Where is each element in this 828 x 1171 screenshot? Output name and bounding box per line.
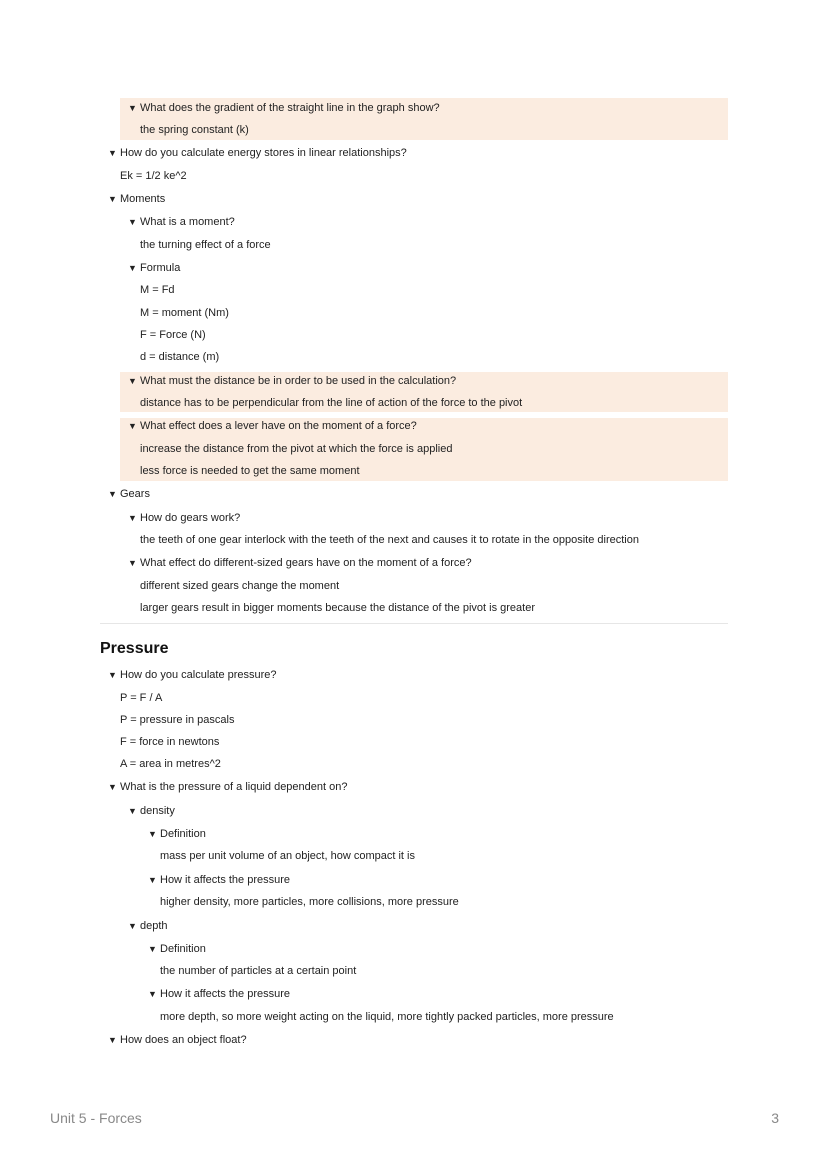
toggle-label: What is a moment? [140, 216, 235, 228]
answer-text: different sized gears change the moment [140, 580, 340, 592]
toggle-density[interactable] [128, 801, 175, 821]
toggle-label: Gears [120, 488, 150, 500]
toggle-moment-question[interactable] [128, 212, 235, 232]
toggle-formula[interactable] [128, 258, 180, 278]
toggle-label: How it affects the pressure [160, 874, 291, 886]
answer-text: more depth, so more weight acting on the liquid, more tightly packed particles, more pressure [160, 1011, 614, 1023]
toggle-gearsize-question[interactable] [128, 553, 472, 573]
toggle-density-definition[interactable] [148, 824, 206, 844]
answer-text: d = distance (m) [140, 351, 220, 363]
answer-text: F = force in newtons [120, 736, 220, 748]
toggle-label: How do you calculate pressure? [120, 669, 277, 681]
answer-text: larger gears result in bigger moments because the distance of the pivot is greater [140, 602, 535, 614]
toggle-triangle-icon: ▼ [128, 921, 137, 931]
toggle-label: How does an object float? [120, 1034, 247, 1046]
toggle-triangle-icon: ▼ [128, 263, 137, 273]
answer-text: P = F / A [120, 692, 163, 704]
toggle-label: What effect does a lever have on the moment of a force? [140, 420, 417, 432]
toggle-triangle-icon: ▼ [128, 558, 137, 568]
toggle-triangle-icon: ▼ [148, 875, 157, 885]
answer-text: the teeth of one gear interlock with the teeth of the next and causes it to rotate in the opposite direction [140, 534, 639, 546]
section-divider [100, 623, 728, 624]
toggle-triangle-icon: ▼ [108, 148, 117, 158]
toggle-triangle-icon: ▼ [128, 513, 137, 523]
answer-text: A = area in metres^2 [120, 758, 221, 770]
toggle-depth-definition[interactable] [148, 939, 206, 959]
page-number: 3 [771, 1110, 779, 1126]
toggle-triangle-icon: ▼ [108, 782, 117, 792]
toggle-label: How do you calculate energy stores in linear relationships? [120, 147, 407, 159]
answer-text: M = moment (Nm) [140, 307, 229, 319]
toggle-label: Definition [160, 828, 206, 840]
toggle-triangle-icon: ▼ [108, 194, 117, 204]
answer-text: F = Force (N) [140, 329, 206, 341]
toggle-triangle-icon: ▼ [108, 1035, 117, 1045]
toggle-distance-question[interactable] [128, 371, 456, 391]
toggle-label: What must the distance be in order to be used in the calculation? [140, 375, 457, 387]
toggle-gears[interactable] [108, 484, 150, 504]
toggle-pressure-question[interactable] [108, 665, 277, 685]
toggle-triangle-icon: ▼ [148, 829, 157, 839]
toggle-energy-question[interactable] [108, 143, 407, 163]
answer-text: the spring constant (k) [140, 124, 249, 136]
section-heading-pressure: Pressure [100, 640, 169, 657]
toggle-label: What does the gradient of the straight line in the graph show? [140, 102, 440, 114]
toggle-triangle-icon: ▼ [128, 103, 137, 113]
answer-text: the turning effect of a force [140, 239, 271, 251]
toggle-moments[interactable] [108, 189, 165, 209]
answer-text: distance has to be perpendicular from the line of action of the force to the pivot [140, 397, 523, 409]
toggle-float-question[interactable] [108, 1030, 247, 1050]
toggle-triangle-icon: ▼ [108, 489, 117, 499]
toggle-lever-question[interactable] [128, 416, 417, 436]
answer-text: M = Fd [140, 284, 175, 296]
toggle-label: How it affects the pressure [160, 988, 291, 1000]
toggle-triangle-icon: ▼ [128, 421, 137, 431]
answer-text: less force is needed to get the same moment [140, 465, 360, 477]
answer-text: Ek = 1/2 ke^2 [120, 170, 187, 182]
toggle-label: Definition [160, 943, 206, 955]
toggle-triangle-icon: ▼ [108, 670, 117, 680]
toggle-depth[interactable] [128, 916, 168, 936]
toggle-label: What is the pressure of a liquid dependent on? [120, 781, 348, 793]
toggle-liquid-question[interactable] [108, 777, 347, 797]
toggle-triangle-icon: ▼ [128, 376, 137, 386]
toggle-depth-effect[interactable] [148, 984, 290, 1004]
answer-text: higher density, more particles, more collisions, more pressure [160, 896, 459, 908]
toggle-label: Moments [120, 193, 166, 205]
toggle-label: What effect do different-sized gears have on the moment of a force? [140, 557, 472, 569]
answer-text: increase the distance from the pivot at which the force is applied [140, 443, 453, 455]
toggle-triangle-icon: ▼ [148, 944, 157, 954]
answer-text: P = pressure in pascals [120, 714, 235, 726]
toggle-gears-question[interactable] [128, 508, 240, 528]
toggle-density-effect[interactable] [148, 870, 290, 890]
answer-text: mass per unit volume of an object, how compact it is [160, 850, 415, 862]
toggle-triangle-icon: ▼ [128, 806, 137, 816]
toggle-label: How do gears work? [140, 512, 241, 524]
footer-title: Unit 5 - Forces [50, 1110, 142, 1126]
toggle-label: Formula [140, 262, 181, 274]
toggle-triangle-icon: ▼ [148, 989, 157, 999]
answer-text: the number of particles at a certain point [160, 965, 357, 977]
toggle-label: depth [140, 920, 168, 932]
toggle-label: density [140, 805, 175, 817]
toggle-gradient-question[interactable] [128, 98, 440, 118]
toggle-triangle-icon: ▼ [128, 217, 137, 227]
